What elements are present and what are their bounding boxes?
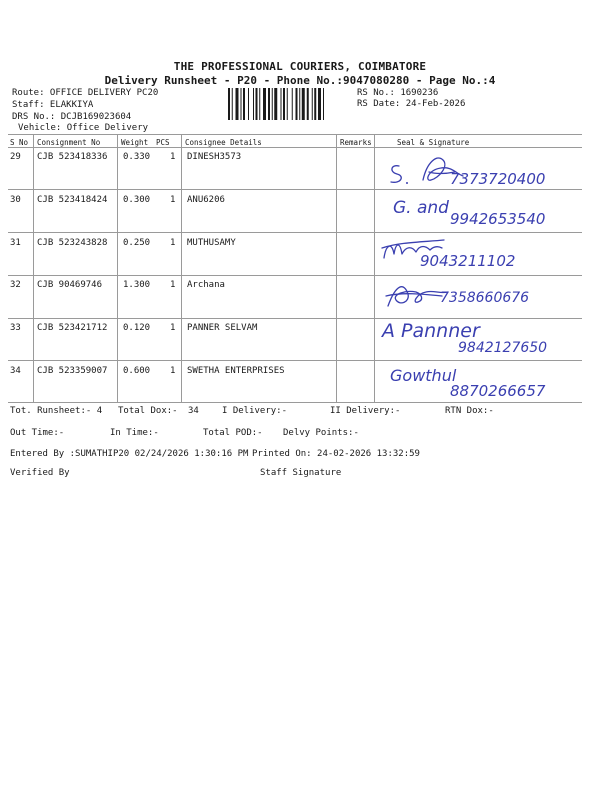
row-pcs: 1 [170, 195, 176, 205]
row-divider [8, 232, 582, 233]
column-divider [117, 135, 118, 402]
col-consignee: Consignee Details [185, 138, 262, 147]
staff-signature: Staff Signature [260, 468, 342, 478]
row-pcs: 1 [170, 280, 176, 290]
row-divider [8, 318, 582, 319]
row-pcs: 1 [170, 366, 176, 376]
row-consignee: DINESH3573 [187, 152, 242, 162]
row-weight: 0.250 [123, 238, 151, 248]
signature-phone: 7358660676 [440, 290, 530, 306]
col-remarks: Remarks [340, 138, 372, 147]
entered-by: Entered By :SUMATHIP20 02/24/2026 1:30:16 PM [10, 449, 249, 459]
drs-number: DRS No.: DCJB169023604 [12, 112, 132, 122]
column-divider [33, 135, 34, 402]
rtn-dox: RTN Dox:- [445, 406, 494, 416]
delvy-points: Delvy Points:- [283, 428, 359, 438]
col-pcs: PCS [156, 138, 170, 147]
row-sno: 34 [10, 366, 21, 376]
row-consignment: CJB 523243828 [37, 238, 108, 248]
row-sno: 32 [10, 280, 21, 290]
column-divider [336, 135, 337, 402]
total-dox-label: Total Dox:- [118, 406, 178, 416]
row-consignment: CJB 523421712 [37, 323, 108, 333]
table-top-rule [8, 134, 582, 135]
signature-name: Gowthul [390, 366, 457, 385]
rs-date: RS Date: 24-Feb-2026 [357, 99, 466, 109]
runsheet-subtitle: Delivery Runsheet - P20 - Phone No.:9047080280 - Page No.:4 [104, 74, 496, 87]
signature-phone: 8870266657 [450, 382, 546, 400]
row-divider [8, 360, 582, 361]
signature-phone: 7373720400 [450, 170, 546, 188]
signature-phone: 9942653540 [450, 210, 546, 228]
signature-phone: 9043211102 [420, 252, 516, 270]
row-divider [8, 275, 582, 276]
row-consignee: SWETHA ENTERPRISES [187, 366, 285, 376]
total-dox-value: 34 [188, 406, 199, 416]
in-time: In Time:- [110, 428, 159, 438]
row-sno: 33 [10, 323, 21, 333]
row-weight: 0.120 [123, 323, 151, 333]
total-runsheet: Tot. Runsheet:- 4 [10, 406, 103, 416]
out-time: Out Time:- [10, 428, 65, 438]
company-title: THE PROFESSIONAL COURIERS, COIMBATORE [173, 60, 427, 73]
rs-number: RS No.: 1690236 [357, 88, 439, 98]
column-divider [374, 135, 375, 402]
row-weight: 0.300 [123, 195, 151, 205]
row-sno: 29 [10, 152, 21, 162]
row-weight: 1.300 [123, 280, 151, 290]
row-consignee: Archana [187, 280, 225, 290]
row-pcs: 1 [170, 323, 176, 333]
route-label: Route: OFFICE DELIVERY PC20 [12, 88, 159, 98]
table-bottom-rule [8, 402, 582, 403]
table-header-rule [8, 147, 582, 148]
signature-name: G. and [393, 198, 449, 218]
row-weight: 0.330 [123, 152, 151, 162]
row-consignment: CJB 523418336 [37, 152, 108, 162]
signature-phone: 9842127650 [458, 340, 548, 356]
col-weight: Weight [121, 138, 149, 147]
col-sno: S No [10, 138, 29, 147]
ii-delivery: II Delivery:- [330, 406, 401, 416]
row-consignment: CJB 523359007 [37, 366, 108, 376]
row-weight: 0.600 [123, 366, 151, 376]
printed-on: Printed On: 24-02-2026 13:32:59 [252, 449, 420, 459]
row-consignee: MUTHUSAMY [187, 238, 236, 248]
verified-by: Verified By [10, 468, 70, 478]
column-divider [181, 135, 182, 402]
total-pod: Total POD:- [203, 428, 263, 438]
row-consignment: CJB 523418424 [37, 195, 108, 205]
vehicle-label: Vehicle: Office Delivery [18, 123, 149, 133]
row-divider [8, 189, 582, 190]
row-sno: 31 [10, 238, 21, 248]
signature-name: A Pannner [382, 320, 480, 342]
col-seal-signature: Seal & Signature [397, 138, 470, 147]
i-delivery: I Delivery:- [222, 406, 288, 416]
row-consignment: CJB 90469746 [37, 280, 103, 290]
row-sno: 30 [10, 195, 21, 205]
col-consignment: Consignment No [37, 138, 101, 147]
row-consignee: ANU6206 [187, 195, 225, 205]
row-pcs: 1 [170, 152, 176, 162]
staff-label: Staff: ELAKKIYA [12, 100, 94, 110]
row-pcs: 1 [170, 238, 176, 248]
row-consignee: PANNER SELVAM [187, 323, 258, 333]
barcode-icon [228, 88, 354, 120]
